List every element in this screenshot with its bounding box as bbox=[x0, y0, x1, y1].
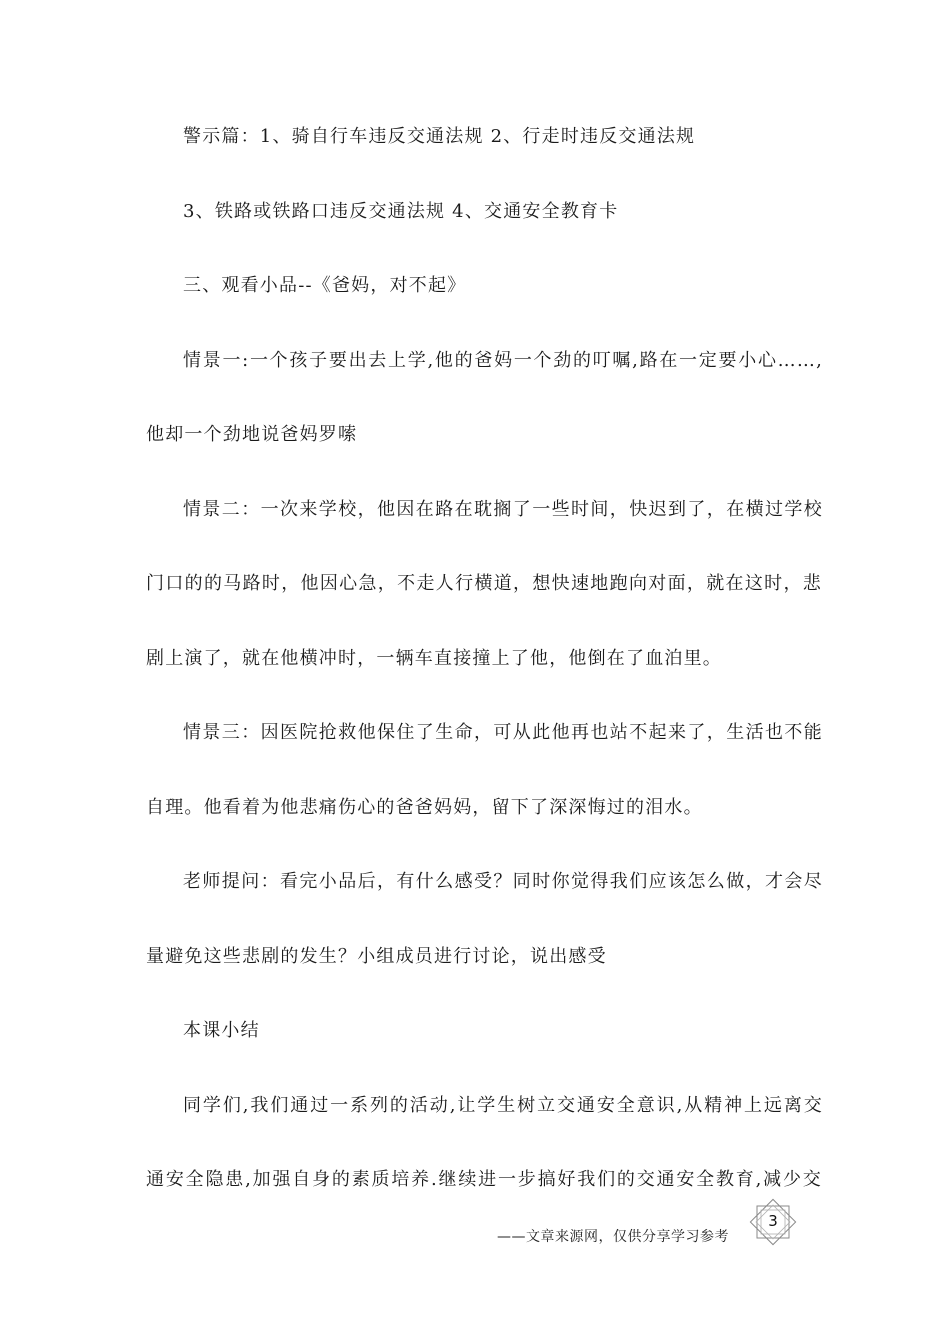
teacher-question-line-2: 量避免这些悲剧的发生？小组成员进行讨论，说出感受 bbox=[146, 946, 607, 967]
page-number-badge bbox=[749, 1198, 797, 1246]
scene-one-line-2: 他却一个劲地说爸妈罗嗦 bbox=[146, 424, 358, 445]
scene-two-line-3: 剧上演了，就在他横冲时，一辆车直接撞上了他，他倒在了血泊里。 bbox=[146, 648, 722, 669]
scene-two-line-2: 门口的的马路时，他因心急，不走人行横道，想快速地跑向对面，就在这时，悲 bbox=[146, 573, 822, 594]
scene-two-line-1: 情景二：一次来学校，他因在路在耽搁了一些时间，快迟到了，在横过学校 bbox=[183, 499, 823, 520]
section-heading-skit: 三、观看小品--《爸妈，对不起》 bbox=[183, 275, 467, 296]
footer-source-note: ——文章来源网，仅供分享学习参考 bbox=[497, 1229, 729, 1245]
teacher-question-line-1: 老师提问：看完小品后，有什么感受？同时你觉得我们应该怎么做，才会尽 bbox=[183, 871, 823, 892]
scene-three-line-1: 情景三：因医院抢救他保住了生命，可从此他再也站不起来了，生活也不能 bbox=[183, 722, 823, 743]
scene-one-line-1: 情景一:一个孩子要出去上学,他的爸妈一个劲的叮嘱,路在一定要小心……, bbox=[183, 350, 823, 371]
summary-line-2: 通安全隐患,加强自身的素质培养.继续进一步搞好我们的交通安全教育,减少交 bbox=[146, 1169, 822, 1190]
summary-line-1: 同学们,我们通过一系列的活动,让学生树立交通安全意识,从精神上远离交 bbox=[183, 1095, 823, 1116]
paragraph-railway: 3、铁路或铁路口违反交通法规 4、交通安全教育卡 bbox=[183, 201, 619, 222]
scene-three-line-2: 自理。他看着为他悲痛伤心的爸爸妈妈，留下了深深悔过的泪水。 bbox=[146, 797, 703, 818]
paragraph-warning: 警示篇：1、骑自行车违反交通法规 2、行走时违反交通法规 bbox=[183, 126, 696, 147]
page-number: 3 bbox=[768, 1212, 778, 1230]
lesson-summary-heading: 本课小结 bbox=[183, 1020, 260, 1041]
